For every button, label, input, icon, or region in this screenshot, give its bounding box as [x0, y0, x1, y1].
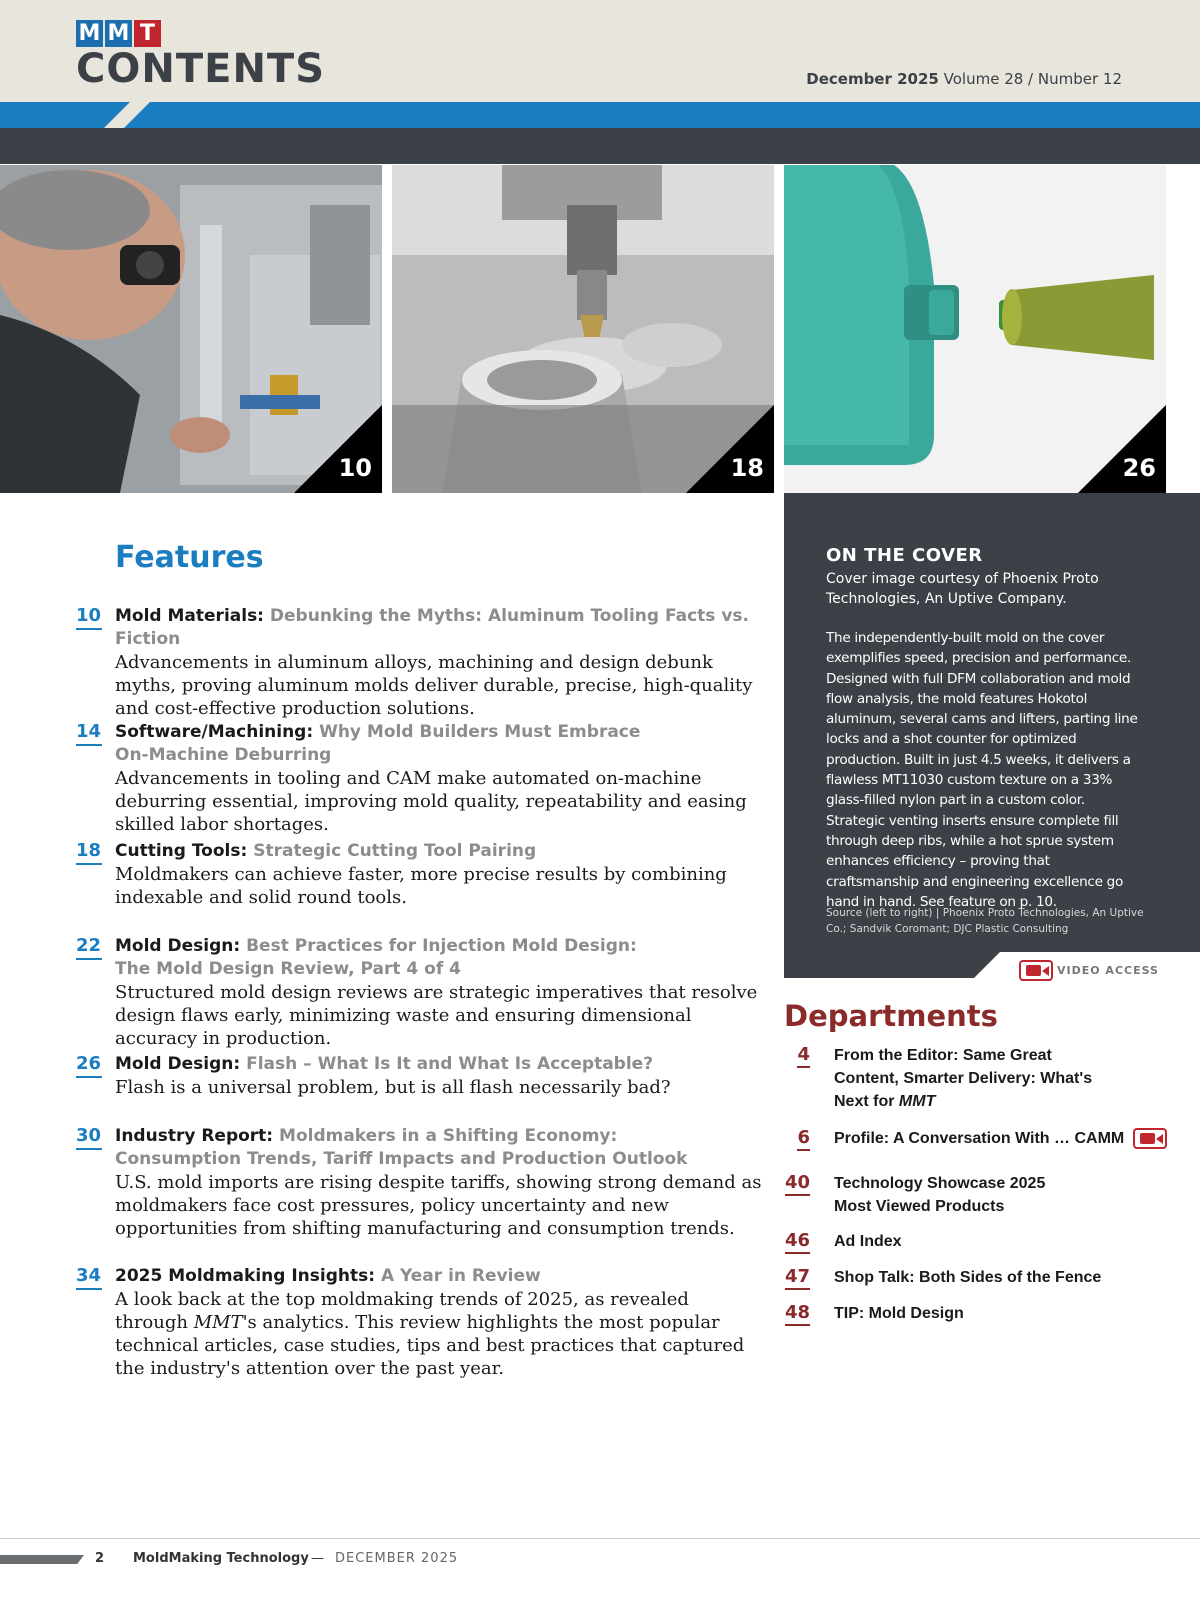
- features-heading: Features: [115, 540, 264, 575]
- feature-title[interactable]: [115, 1053, 766, 1076]
- feature-category: 2025 Moldmaking Insights:: [115, 1266, 376, 1286]
- label-line: From the Editor: Same Great: [834, 1047, 1052, 1064]
- department-label[interactable]: Shop Talk: Both Sides of the Fence: [834, 1269, 1102, 1286]
- department-page-number[interactable]: 46: [785, 1230, 810, 1254]
- on-the-cover-box: [784, 493, 1200, 978]
- cover-heading: ON THE COVER: [826, 545, 983, 566]
- logo-letter-t: T: [134, 20, 161, 47]
- department-page-number[interactable]: 47: [785, 1266, 810, 1290]
- photo-page-number: 10: [338, 454, 372, 482]
- feature-item[interactable]: [76, 1053, 766, 1099]
- feature-title[interactable]: [115, 840, 766, 863]
- feature-category: Mold Design:: [115, 936, 241, 956]
- logo-letter-m2: M: [105, 20, 132, 47]
- feature-headline: Why Mold Builders Must Embrace: [319, 722, 641, 742]
- feature-headline: Moldmakers in a Shifting Economy:: [279, 1126, 618, 1146]
- footer-page-number: 2: [95, 1551, 105, 1566]
- photo-page-number: 18: [730, 454, 764, 482]
- department-item[interactable]: [784, 1044, 1184, 1113]
- department-item[interactable]: [784, 1127, 1184, 1150]
- feature-page-number[interactable]: 10: [76, 605, 102, 630]
- departments-heading: Departments: [784, 999, 998, 1033]
- feature-title[interactable]: [115, 1265, 766, 1288]
- cover-source: Source (left to right) | Phoenix Proto Technologies, An Uptive Co.; Sandvik Coromant; DJC Plastic Consulting: [826, 907, 1144, 935]
- feature-headline: Strategic Cutting Tool Pairing: [253, 841, 537, 861]
- feature-category: Software/Machining:: [115, 722, 314, 742]
- feature-headline: A Year in Review: [380, 1266, 541, 1286]
- feature-item[interactable]: [76, 840, 766, 909]
- label-line: Most Viewed Products: [834, 1198, 1005, 1215]
- logo-letter-m1: M: [76, 20, 103, 47]
- feature-category: Mold Materials:: [115, 606, 264, 626]
- feature-headline-line2: The Mold Design Review, Part 4 of 4: [115, 959, 461, 979]
- feature-headline-line2: On-Machine Deburring: [115, 745, 332, 765]
- feature-page-number[interactable]: 22: [76, 935, 102, 960]
- label-line: Technology Showcase 2025: [834, 1175, 1046, 1192]
- feature-description: Advancements in aluminum alloys, machining and design debunk myths, proving aluminum molds deliver durable, precise, high-quality and cost-effective production solutions.: [115, 652, 753, 719]
- department-page-number[interactable]: 4: [797, 1044, 810, 1068]
- feature-title[interactable]: [115, 605, 766, 651]
- desc-part: 's analytics. This review highlights the most popular technical articles, case studies, tips and best practices that captured the industry's attention over the past year.: [115, 1312, 745, 1379]
- issue-volume: Volume 28 / Number 12: [943, 70, 1122, 88]
- feature-page-number[interactable]: 18: [76, 840, 102, 865]
- desc-part: A look back at the top moldmaking trends of 2025, as revealed through: [115, 1289, 689, 1333]
- feature-description: Advancements in tooling and CAM make automated on-machine deburring essential, improving mold quality, repeatability and easing skilled labor shortages.: [115, 768, 747, 835]
- feature-page-number[interactable]: 14: [76, 721, 102, 746]
- photo-page-number: 26: [1122, 454, 1156, 482]
- department-item[interactable]: [784, 1266, 1184, 1289]
- feature-category: Industry Report:: [115, 1126, 274, 1146]
- department-page-number[interactable]: 48: [785, 1302, 810, 1326]
- feature-item[interactable]: [76, 1265, 766, 1380]
- feature-headline: Best Practices for Injection Mold Design:: [246, 936, 637, 956]
- feature-photo-milling[interactable]: [392, 165, 774, 493]
- cad-part-render-icon: [784, 165, 1166, 493]
- feature-category: Mold Design:: [115, 1054, 241, 1074]
- department-page-number[interactable]: 6: [797, 1127, 810, 1151]
- feature-description: Structured mold design reviews are strategic imperatives that resolve design flaws early, minimizing waste and ensuring dimensional accuracy in production.: [115, 982, 758, 1049]
- page-title: CONTENTS: [76, 46, 326, 92]
- feature-description: U.S. mold imports are rising despite tariffs, showing strong demand as moldmakers face cost pressures, policy uncertainty and new opportunities from shifting manufacturing and consumption trends.: [115, 1172, 762, 1239]
- department-item[interactable]: [784, 1172, 1184, 1218]
- video-access-label: VIDEO ACCESS: [1057, 963, 1159, 977]
- footer-divider: [0, 1538, 1200, 1539]
- label-text: Profile: A Conversation With … CAMM: [834, 1130, 1125, 1147]
- video-camera-icon[interactable]: [1133, 1128, 1167, 1149]
- feature-description: Moldmakers can achieve faster, more precise results by combining indexable and solid round tools.: [115, 864, 727, 908]
- department-label[interactable]: Ad Index: [834, 1233, 902, 1250]
- department-item[interactable]: [784, 1302, 1184, 1325]
- cnc-milling-photo-icon: [392, 165, 774, 493]
- feature-page-number[interactable]: 30: [76, 1125, 102, 1150]
- footer-date: DECEMBER 2025: [335, 1551, 459, 1566]
- department-label[interactable]: [834, 1044, 1184, 1113]
- header-dark-band: [0, 128, 1200, 164]
- department-item[interactable]: [784, 1230, 1184, 1253]
- masthead: [0, 0, 1200, 102]
- issue-info: [806, 70, 1122, 88]
- label-line: Next for: [834, 1093, 899, 1110]
- feature-item[interactable]: [76, 935, 766, 1050]
- department-label[interactable]: [834, 1172, 1184, 1218]
- feature-photo-technician[interactable]: [0, 165, 382, 493]
- issue-date: December 2025: [806, 70, 939, 88]
- mmt-logo: [76, 20, 161, 47]
- cover-description: The independently-built mold on the cover exemplifies speed, precision and performance. Designed with full DFM collaboration and mold flow analysis, the mold features Hokotol aluminum, several cams and lifters, parting line locks and a shot counter for optimized production. Built in just 4.5 weeks, it delivers a flawless MT11030 custom texture on a 33% glass-filled nylon part in a custom color. Strategic venting inserts ensure complete fill through deep ribs, while a hot sprue system enhances efficiency – proving that craftsmanship and engineering excellence go hand in hand. See feature on p. 10.: [826, 630, 1138, 910]
- feature-item[interactable]: [76, 1125, 766, 1240]
- department-page-number[interactable]: 40: [785, 1172, 810, 1196]
- feature-headline: Debunking the Myths: Aluminum Tooling Facts vs. Fiction: [115, 606, 749, 649]
- footer-accent-bar: [0, 1555, 84, 1564]
- feature-photo-render[interactable]: [784, 165, 1166, 493]
- feature-item[interactable]: [76, 721, 766, 836]
- feature-page-number[interactable]: 34: [76, 1265, 102, 1290]
- feature-title[interactable]: [115, 935, 766, 981]
- label-line: Content, Smarter Delivery: What's: [834, 1070, 1093, 1087]
- feature-headline-line2: Consumption Trends, Tariff Impacts and Production Outlook: [115, 1149, 688, 1169]
- department-label[interactable]: TIP: Mold Design: [834, 1305, 964, 1322]
- cover-credit: Cover image courtesy of Phoenix Proto Technologies, An Uptive Company.: [826, 571, 1099, 607]
- video-camera-icon: [1019, 960, 1053, 981]
- video-access-legend[interactable]: [1019, 960, 1159, 981]
- mold-technician-photo-icon: [0, 165, 382, 493]
- footer-separator: —: [311, 1551, 324, 1566]
- feature-title[interactable]: [115, 1125, 766, 1171]
- header-stripe: [0, 92, 1200, 130]
- label-emphasis: MMT: [898, 1093, 936, 1110]
- department-label[interactable]: [834, 1127, 1184, 1150]
- feature-description: Flash is a universal problem, but is all flash necessarily bad?: [115, 1077, 671, 1098]
- feature-headline: Flash – What Is It and What Is Acceptable?: [246, 1054, 654, 1074]
- feature-category: Cutting Tools:: [115, 841, 248, 861]
- footer-publication: MoldMaking Technology: [133, 1551, 309, 1566]
- feature-item[interactable]: [76, 605, 766, 720]
- desc-emphasis: MMT: [193, 1312, 243, 1333]
- feature-title[interactable]: [115, 721, 766, 767]
- feature-description: [115, 1288, 766, 1380]
- feature-page-number[interactable]: 26: [76, 1053, 102, 1078]
